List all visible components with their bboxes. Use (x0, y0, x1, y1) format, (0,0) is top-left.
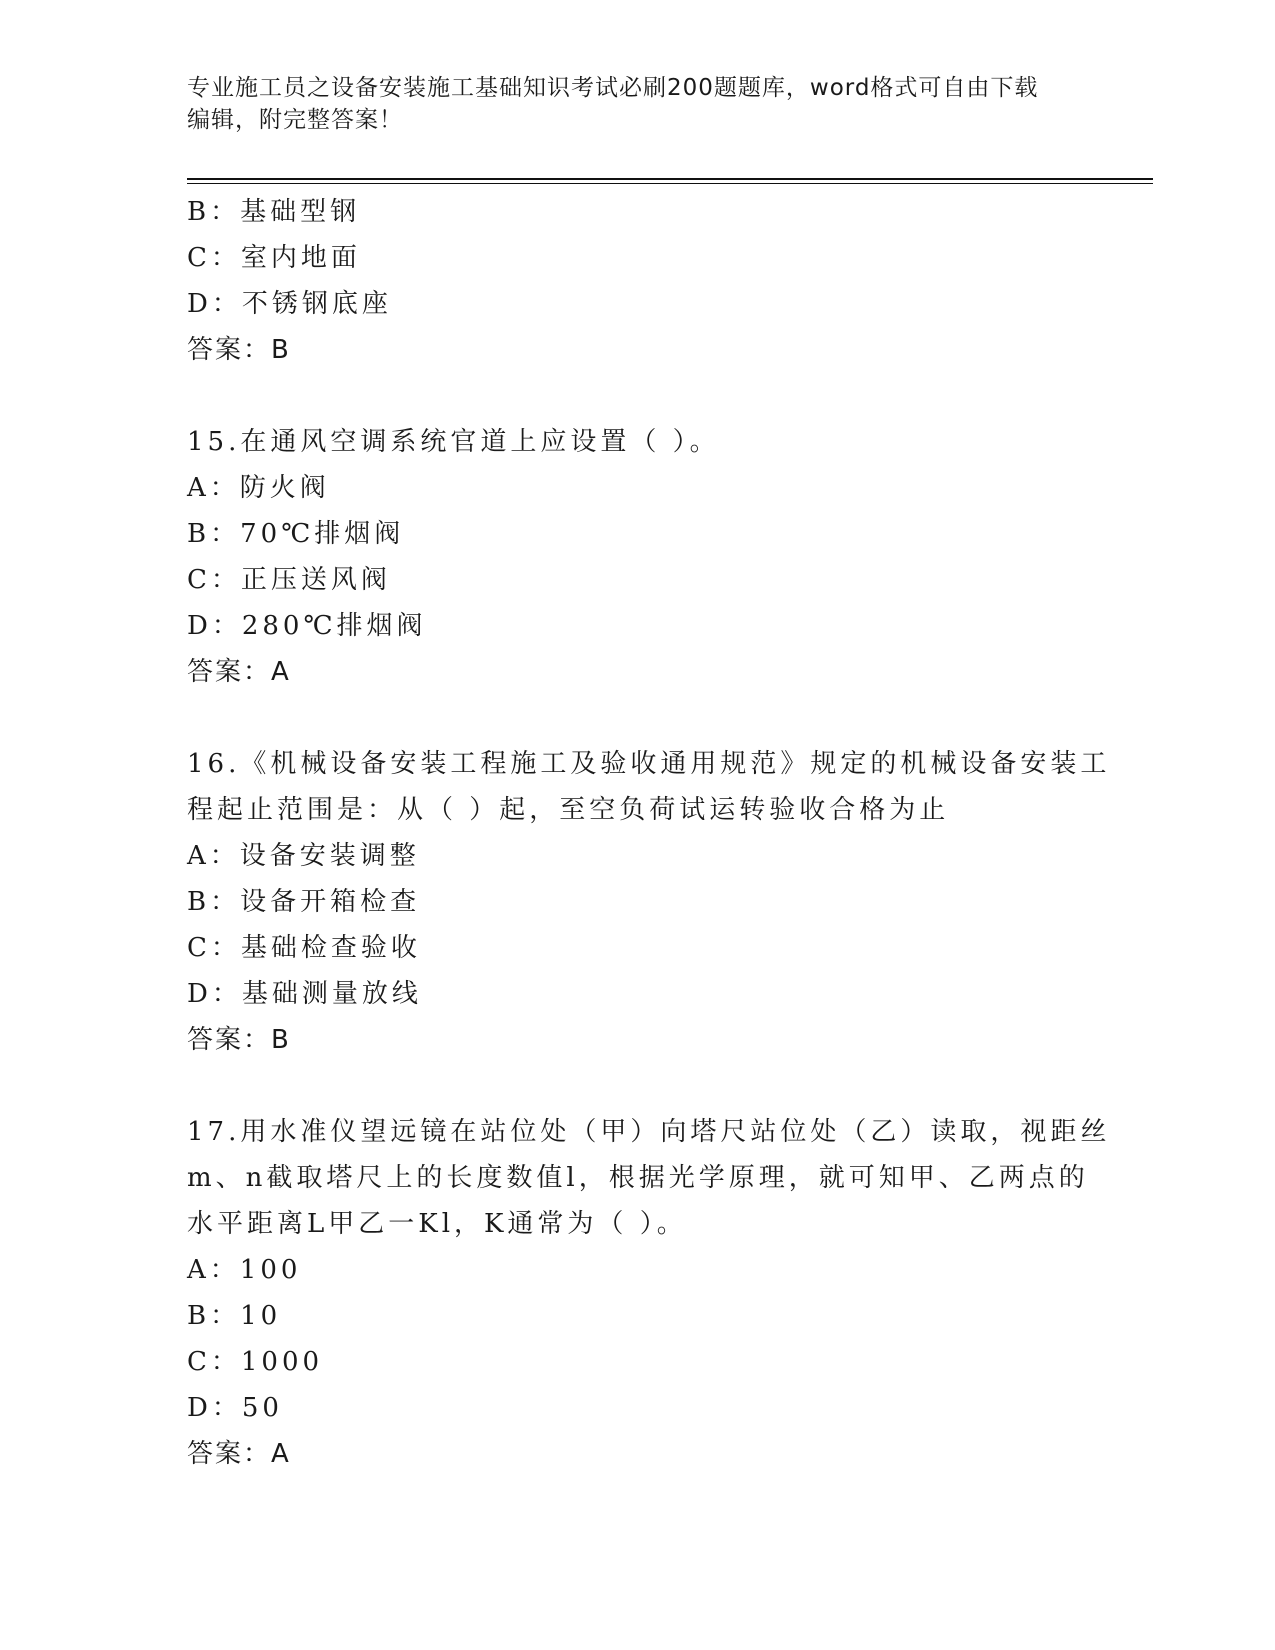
option-d: D：280℃排烟阀 (187, 611, 427, 641)
question-stem: 16.《机械设备安装工程施工及验收通用规范》规定的机械设备安装工 (187, 749, 1111, 779)
answer-line: 答案：A (187, 1439, 291, 1469)
option-c: C：正压送风阀 (187, 565, 391, 595)
question-list (187, 189, 1111, 1477)
question-15 (187, 419, 1087, 695)
option-b: B：70℃排烟阀 (187, 519, 405, 549)
header-divider (187, 178, 1153, 180)
question-stem: 17.用水准仪望远镜在站位处（甲）向塔尺站位处（乙）读取，视距丝 (187, 1117, 1111, 1147)
header-line-2: 编辑，附完整答案！ (187, 107, 403, 133)
option-c: C：1000 (187, 1347, 324, 1377)
question-stem: 程起止范围是：从（ ）起，至空负荷试运转验收合格为止 (187, 795, 950, 825)
option-b: B：10 (187, 1301, 282, 1331)
option-d: D：不锈钢底座 (187, 289, 392, 319)
option-d: D：基础测量放线 (187, 979, 422, 1009)
question-stem: 水平距离L甲乙一Kl，K通常为（ ）。 (187, 1209, 687, 1239)
answer-line: 答案：B (187, 1025, 291, 1055)
option-b: B：设备开箱检查 (187, 887, 421, 917)
header-line-1: 专业施工员之设备安装施工基础知识考试必刷200题题库，word格式可自由下载 (187, 75, 1039, 101)
option-c: C：室内地面 (187, 243, 361, 273)
question-14-tail (187, 189, 1087, 373)
question-stem: m、n截取塔尺上的长度数值l，根据光学原理，就可知甲、乙两点的 (187, 1163, 1089, 1193)
question-17 (187, 1109, 1111, 1477)
option-b: B：基础型钢 (187, 197, 361, 227)
option-c: C：基础检查验收 (187, 933, 421, 963)
question-16 (187, 741, 1111, 1063)
spacer (187, 1063, 1087, 1109)
option-a: A：设备安装调整 (187, 841, 420, 871)
spacer (187, 373, 1087, 419)
question-stem: 15.在通风空调系统官道上应设置（ ）。 (187, 427, 720, 457)
option-a: A：100 (187, 1255, 302, 1285)
answer-line: 答案：B (187, 335, 291, 365)
spacer (187, 695, 1087, 741)
option-a: A：防火阀 (187, 473, 330, 503)
header-divider-thin (187, 183, 1153, 184)
option-d: D：50 (187, 1393, 283, 1423)
page-header (187, 72, 1067, 136)
answer-line: 答案：A (187, 657, 291, 687)
